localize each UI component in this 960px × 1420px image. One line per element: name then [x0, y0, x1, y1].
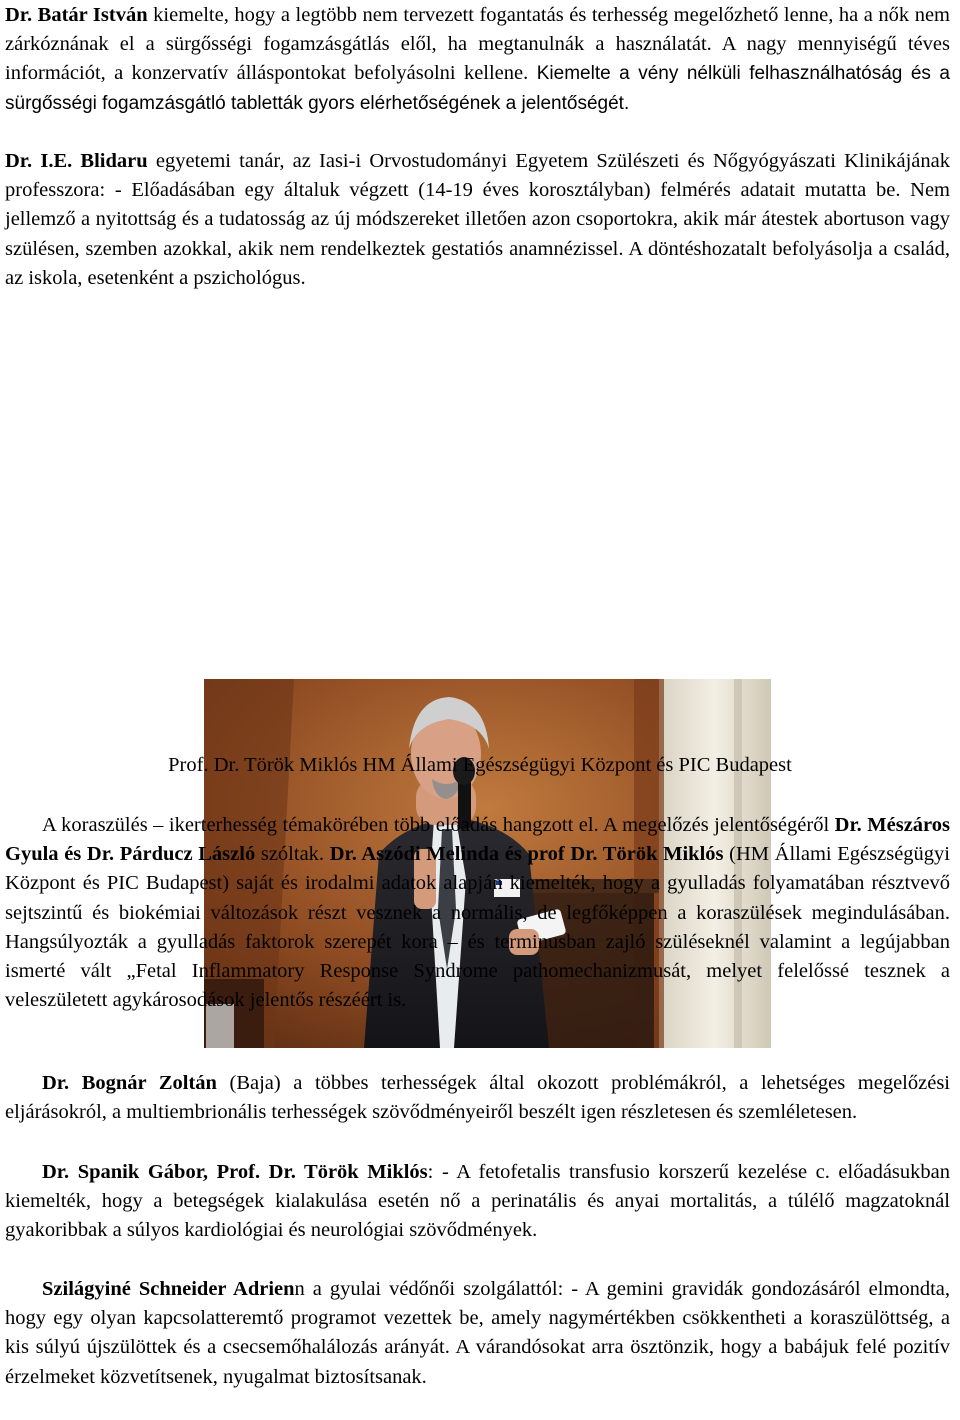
- paragraph-spanik: [5, 1158, 950, 1246]
- paragraph-text: kiemelte, hogy a legtöbb nem tervezett fogantatás és terhesség megelőzhető lenne, ha a nők nem zárkóznának el a sürgősségi fogamzásgátlás elől, ha megtanulnák a használatát. A nagy mennyiségű téves információt, a konzervatív álláspontokat befolyásolni kellene.: [5, 4, 951, 85]
- paragraph-bognar: [5, 1069, 950, 1127]
- speaker-name: Dr. Bognár Zoltán: [42, 1072, 217, 1094]
- photo-caption: Prof. Dr. Török Miklós HM Állami Egészségügyi Központ és PIC Budapest: [168, 754, 792, 776]
- paragraph-text: A koraszülés – ikerterhesség témakörében több előadás hangzott el. A megelőzés jelentőségéről: [42, 814, 835, 836]
- speaker-name: Dr. Batár István: [5, 4, 148, 26]
- speaker-name: Dr. I.E. Blidaru: [5, 150, 148, 172]
- paragraph-text: n a gyulai védőnői szolgálattól: - A gemini gravidák gondozásáról elmondta, hogy egy olyan kapcsolatteremtő programot vezettek be, amely nagymértékben csökkentheti a koraszülöttség, a kis súlyú újszülöttek és a csecsemőhalálozás arányát. A várandósokat arra ösztönzik, hogy a babájuk felé pozitív érzelmeket közvetítsenek, nyugalmat biztosítsanak.: [5, 1278, 950, 1388]
- paragraph-szilagyine: [5, 1275, 950, 1392]
- paragraph-text: : - A fetofetalis transfusio korszerű kezelése c. előadásukban kiemelték, hogy a betegségek kialakulása esetén nő a perinatális és anyai mortalitás, a túlélő magzatoknál gyakoribbak a súlyos kardiológiai és neurológiai szövődmények.: [5, 1161, 951, 1242]
- paragraph-text: (Baja) a többes terhességek által okozott problémákról, a lehetséges megelőzési eljárásokról, a multiembrionális terhességek szövődményeiről beszélt igen részletesen és szemléletesen.: [5, 1072, 950, 1124]
- paragraph-text: egyetemi tanár, az Iasi-i Orvostudományi Egyetem Szülészeti és Nőgyógyászati Klinikájának professzora: - Előadásában egy általuk végzett (14-19 éves korosztályban) felmérés adatait mutatta be.: [5, 150, 950, 202]
- speaker-names: Dr. Spanik Gábor, Prof. Dr. Török Miklós: [42, 1161, 428, 1183]
- paragraph-blidaru: [5, 147, 950, 293]
- paragraph-text: szóltak.: [255, 843, 330, 866]
- paragraph-text: (HM Állami Egészségügyi Központ és PIC Budapest) saját és irodalmi adatok alapján kiemelték, hogy a gyulladás folyamatában résztvevő sejtszintű és biokémiai változások részt vesznek a normális, de legfőképpen a koraszülések megindulásában. Hangsúlyozták a gyulladás faktorok szerepét kora – és terminusban zajló szüléseknél valamint a legújabban ismerté vált „Fetal Inflammatory Response Syndrome pathomechanizmusát, melyet felelőssé tesznek a veleszületett agykárosodások jelentős részéért is.: [5, 843, 950, 1012]
- speaker-names: Dr. Mészáros Gyula és Dr. Párducz László: [5, 814, 950, 866]
- paragraph-text: Nem jellemző a nyitottság és a tudatosság az új módszereket illetően azon csoportokra, akik már átestek abortuson vagy szülésen, szemben azokkal, akik nem rendelkeztek gestatiós anamnézissel. A döntéshozatalt befolyásolja a család, az iskola, esetenként a pszichológus.: [5, 179, 950, 289]
- paragraph-text-sans: Kiemelte a vény nélküli felhasználhatóság és a sürgősségi fogamzásgátló tabletták gyors elérhetőségének a jelentőségét.: [5, 63, 950, 114]
- speaker-name: Szilágyiné Schneider Adrien: [42, 1278, 295, 1300]
- speaker-names: Dr. Aszódi Melinda és prof Dr. Török Miklós: [329, 843, 724, 866]
- paragraph-batar: [5, 1, 950, 118]
- paragraph-koraszules: [5, 811, 950, 1015]
